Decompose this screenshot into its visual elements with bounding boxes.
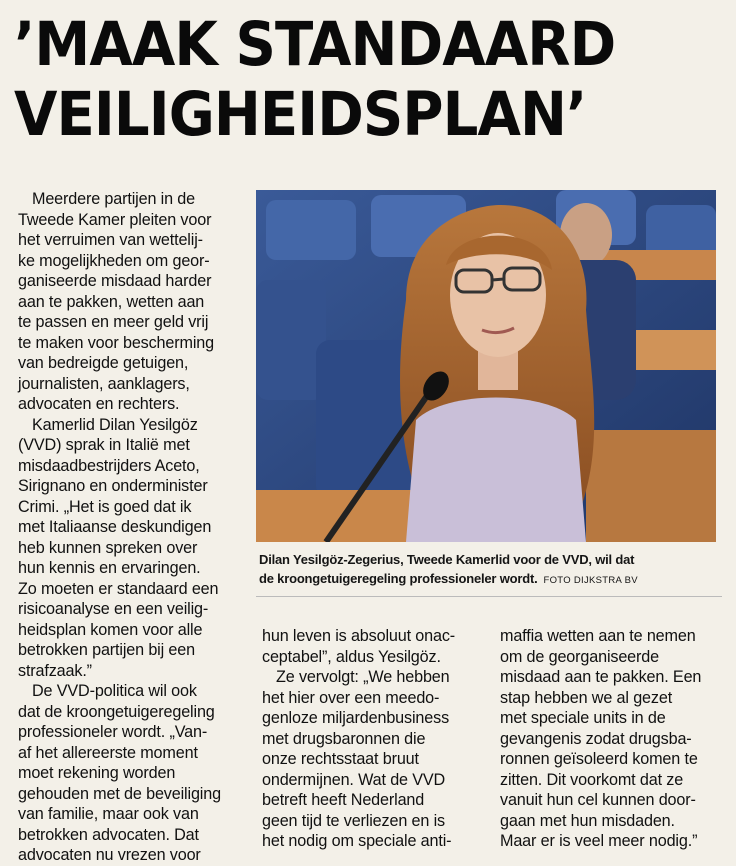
text-line: geen tijd te verliezen en is	[262, 811, 445, 830]
text-line: het hier over een meedo-	[262, 688, 440, 707]
text-line: gehouden met de beveiliging	[18, 784, 221, 803]
text-line: Maar er is veel meer nodig.”	[500, 832, 698, 850]
text-line: advocaten nu vrezen voor	[18, 846, 201, 864]
photo-credit: FOTO DIJKSTRA BV	[543, 575, 638, 586]
article-photo	[256, 190, 716, 542]
text-line: Meerdere partijen in de	[32, 190, 196, 208]
caption-text: de kroongetuigeregeling professioneler wordt.	[259, 571, 538, 586]
text-line: hun leven is absoluut onac-	[262, 627, 456, 645]
headline	[14, 10, 667, 150]
text-line: te maken voor bescherming	[18, 333, 214, 352]
headline-line-1: ’MAAK STANDAARD	[14, 9, 616, 80]
text-line: gaan met hun misdaden.	[500, 811, 675, 830]
text-line: ronnen geïsoleerd komen te	[500, 750, 698, 768]
text-line: af het allereerste moment	[18, 743, 198, 762]
text-line: stap hebben we al gezet	[500, 688, 673, 707]
text-line: Zo moeten er standaard een	[18, 579, 219, 598]
article-column-1	[18, 189, 248, 866]
text-line: ganiseerde misdaad harder	[18, 272, 212, 290]
text-line: Tweede Kamer pleiten voor	[18, 210, 212, 229]
text-line: met drugsbaronnen die	[262, 729, 426, 748]
text-line: te passen en meer geld vrij	[18, 313, 209, 331]
text-line: maffia wetten aan te nemen	[500, 627, 696, 645]
text-line: De VVD-politica wil ook	[32, 682, 197, 700]
politician-portrait	[400, 205, 594, 542]
photo-caption	[259, 550, 724, 590]
text-line: heb kunnen spreken over	[18, 538, 198, 557]
text-line: aan te pakken, wetten aan	[18, 292, 205, 311]
text-line: vanuit hun cel kunnen door-	[500, 791, 696, 809]
text-line: Crimi. „Het is goed dat ik	[18, 497, 192, 516]
text-line: misdaadbestrijders Aceto,	[18, 456, 200, 475]
text-line: Ze vervolgt: „We hebben	[276, 668, 450, 686]
text-line: professioneler wordt. „Van-	[18, 723, 208, 741]
article-column-2	[262, 626, 482, 852]
caption-divider	[256, 596, 722, 597]
text-line: van familie, maar ook van	[18, 805, 199, 823]
text-line: advocaten en rechters.	[18, 395, 180, 413]
text-line: ceptabel”, aldus Yesilgöz.	[262, 647, 441, 666]
text-line: van bedreigde getuigen,	[18, 354, 189, 372]
text-line: ke mogelijkheden om geor-	[18, 251, 210, 270]
caption-line-2	[259, 569, 724, 590]
text-line: betreft heeft Nederland	[262, 791, 425, 809]
text-line: betrokken advocaten. Dat	[18, 825, 199, 844]
text-line: om de georganiseerde	[500, 647, 659, 666]
text-line: heidsplan komen voor alle	[18, 620, 203, 639]
photo-illustration	[256, 190, 716, 542]
text-line: Kamerlid Dilan Yesilgöz	[32, 415, 198, 434]
text-line: het nodig om speciale anti-	[262, 832, 452, 850]
text-line: dat de kroongetuigeregeling	[18, 702, 215, 721]
text-line: het verruimen van wettelij-	[18, 231, 203, 249]
text-line: strafzaak.”	[18, 661, 92, 680]
text-line: Sirignano en onderminister	[18, 477, 208, 495]
text-line: journalisten, aanklagers,	[18, 374, 190, 393]
text-line: zitten. Dit voorkomt dat ze	[500, 770, 684, 789]
text-line: gevangenis zodat drugsba-	[500, 729, 692, 748]
text-line: met speciale units in de	[500, 709, 666, 727]
headline-line-2: VEILIGHEIDSPLAN’	[14, 79, 587, 150]
text-line: misdaad aan te pakken. Een	[500, 668, 702, 686]
text-line: betrokken partijen bij een	[18, 641, 195, 659]
article-column-3	[500, 626, 722, 852]
text-line: onze rechtsstaat bruut	[262, 750, 419, 768]
caption-line-1: Dilan Yesilgöz-Zegerius, Tweede Kamerlid voor de VVD, wil dat	[259, 552, 635, 567]
text-line: ondermijnen. Wat de VVD	[262, 770, 446, 789]
text-line: moet rekening worden	[18, 764, 176, 782]
text-line: hun kennis en ervaringen.	[18, 559, 201, 577]
text-line: genloze miljardenbusiness	[262, 709, 450, 727]
text-line: risicoanalyse en een veilig-	[18, 600, 209, 618]
text-line: met Italiaanse deskundigen	[18, 518, 212, 536]
text-line: (VVD) sprak in Italië met	[18, 436, 190, 454]
